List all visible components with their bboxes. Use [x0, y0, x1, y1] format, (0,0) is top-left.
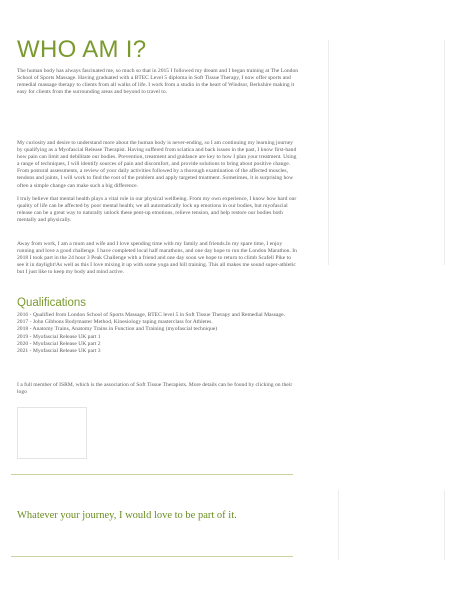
column-divider: [338, 490, 339, 560]
divider-bottom: [11, 556, 293, 557]
column-divider: [444, 40, 445, 265]
column-divider: [328, 40, 329, 265]
closing-quote: Whatever your journey, I would love to be part of it.: [17, 510, 237, 521]
mental-health-paragraph: I truly believe that mental health plays a vital role in our physical wellbeing. From my own experience, I know how hard our quality of life can be affected by poor mental health; we all automatically lock up emotions in our bodies, but myofascial release can be a great way to naturally unlock these pent-up emotions, relieve tension, and help restore our bodies both mentally and physically.: [17, 196, 297, 224]
qualification-item: 2018 - Anatomy Trains, Anatomy Trains in Function and Training (myofascial technique): [17, 326, 218, 333]
personal-paragraph: Away from work, I am a mum and wife and I love spending time with my family and friends.In my spare time, I enjoy running and love a good challenge. I have completed local half marathons, and one day hope to run the London Marathon. In 2018 I took part in the 24 hour 3 Peak Challenge with a friend and one day soon we hope to return to climb Scafell Pike to see it in daylight!As well as this I love mixing it up with some yoga and hill training. This all makes me sound super-athletic but I just like to keep my body and mind active.: [17, 241, 297, 276]
page-title: WHO AM I?: [17, 36, 147, 63]
column-divider: [444, 490, 445, 560]
membership-text: I a full member of ISRM, which is the association of Soft Tissue Therapists. More details can be found by clicking on their logo: [17, 382, 293, 396]
qualification-item: 2016 - Qualified from London School of Sports Massage, BTEC level 5 in Soft Tissue Therapy and Remedial Massage.: [17, 312, 286, 318]
approach-paragraph: My curiosity and desire to understand more about the human body is never-ending, so I am continuing my learning journey by qualifying as a Myofascial Release Therapist. Having suffered from sciatica and back issues in the past, I know first-hand how pain can limit and debilitate our bodies. Prevention, treatment and guidance are key to how I plan your treatment. Using a range of techniques, I will identify sources of pain and discomfort, and provide solutions to bring about positive change. From postural assessments, a review of your daily activities followed by a thorough examination of the affected muscles, tendons and joints, I will work to find the root of the problem and apply targeted treatment. Sometimes, it is surprising how often a simple change can make such a big difference.: [17, 140, 297, 189]
qualification-item: 2021 - Myofascial Release UK part 3: [17, 348, 101, 355]
qualifications-list: [17, 312, 299, 355]
qualification-item: 2017 - John Gibbons Bodymaster Method, Kinesiology taping masterclass for Athletes.: [17, 319, 213, 326]
qualification-item: 2019 - Myofascial Release UK part 1: [17, 333, 101, 340]
qualifications-heading: Qualifications: [17, 297, 87, 309]
isrm-logo-link[interactable]: [17, 407, 87, 459]
qualification-item: 2020 - Myofascial Release UK part 2: [17, 340, 101, 347]
divider-top: [11, 474, 293, 475]
intro-paragraph: The human body has always fascinated me, so much so that in 2015 I followed my dream and I began training at The London School of Sports Massage. Having graduated with a BTEC Level 5 diploma in Soft Tissue Therapy, I now offer sports and remedial massage therapy to clients from all walks of life. I work from a studio in the heart of Windsor, Berkshire making it easy for clients from the surrounding areas and beyond to travel to.: [17, 68, 299, 96]
